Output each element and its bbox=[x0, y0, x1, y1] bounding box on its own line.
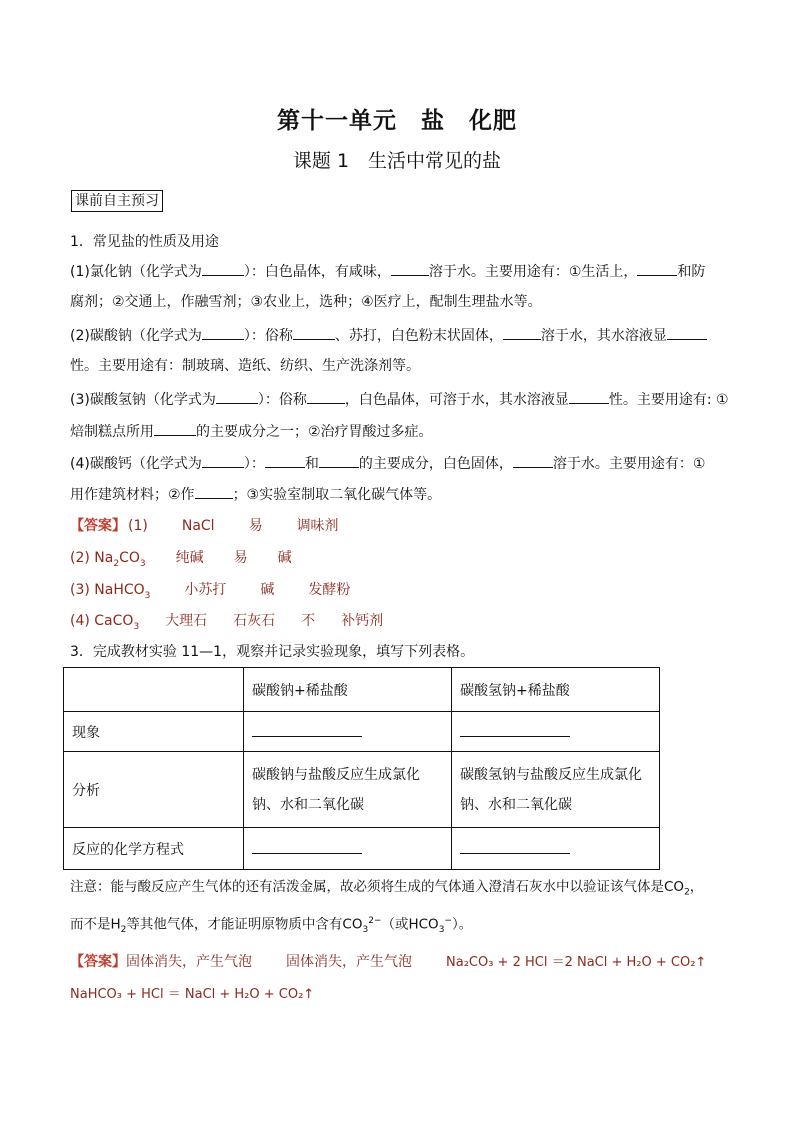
answer-text: 不 bbox=[301, 613, 316, 629]
formula: H bbox=[110, 916, 121, 933]
answer-text: 石灰石 bbox=[233, 613, 276, 629]
superscript: 2− bbox=[368, 916, 382, 926]
table-header: 碳酸氢钠+稀盐酸 bbox=[452, 668, 660, 712]
q1-line4: 性。主要用途有：制玻璃、造纸、纺织、生产洗涤剂等。 bbox=[70, 358, 420, 374]
text: ）。 bbox=[451, 916, 473, 933]
fill-blank[interactable] bbox=[216, 389, 258, 404]
subscript: 3 bbox=[144, 590, 151, 601]
table-cell[interactable] bbox=[452, 712, 660, 752]
q1-line2: 腐剂；②交通上，作融雪剂；③农业上，选种；④医疗上，配制生理盐水等。 bbox=[70, 294, 542, 310]
text: 、苏打，白色粉末状固体， bbox=[334, 328, 503, 344]
q1-heading: 1．常见盐的性质及用途 bbox=[70, 234, 219, 250]
q3-heading: 3．完成教材实验 11—1，观察并记录实验现象，填写下列表格。 bbox=[70, 644, 475, 660]
fill-blank[interactable] bbox=[265, 453, 305, 468]
text: ， bbox=[689, 879, 704, 895]
answer-row-4 bbox=[70, 611, 383, 637]
table-header: 碳酸钠+稀盐酸 bbox=[244, 668, 452, 712]
text: (2)碳酸钠（化学式为 bbox=[70, 328, 202, 344]
subscript: 2 bbox=[684, 887, 690, 898]
fill-blank[interactable] bbox=[569, 389, 609, 404]
answer-tag: 【答案】 bbox=[70, 518, 126, 534]
fill-blank[interactable] bbox=[154, 421, 196, 436]
answer-q3-row-2: NaHCO₃ + HCl ＝ NaCl + H₂O + CO₂↑ bbox=[70, 987, 315, 1002]
answer-text: 补钙剂 bbox=[341, 613, 384, 629]
text: 和 bbox=[304, 456, 319, 472]
fill-blank[interactable] bbox=[391, 261, 429, 276]
subscript: 3 bbox=[438, 925, 445, 936]
answer-row-3 bbox=[70, 580, 350, 606]
answer-text: 纯碱 bbox=[175, 550, 204, 566]
table-row bbox=[64, 668, 660, 712]
fill-blank[interactable] bbox=[252, 722, 362, 737]
subscript: 3 bbox=[133, 621, 140, 632]
fill-blank[interactable] bbox=[252, 839, 362, 854]
formula: CO bbox=[664, 879, 685, 895]
fill-blank[interactable] bbox=[667, 325, 707, 340]
text: 用作建筑材料；②作 bbox=[70, 487, 195, 503]
text: ；③实验室制取二氧化碳气体等。 bbox=[232, 487, 442, 503]
fill-blank[interactable] bbox=[293, 325, 335, 340]
text: (4)碳酸钙（化学式为 bbox=[70, 456, 202, 472]
text: ）：俗称 bbox=[243, 328, 293, 344]
q1-line1 bbox=[70, 261, 705, 282]
answer-text: (1) bbox=[128, 518, 148, 534]
experiment-table bbox=[63, 667, 660, 870]
fill-blank[interactable] bbox=[202, 325, 244, 340]
table-row bbox=[64, 828, 660, 870]
fill-blank[interactable] bbox=[513, 453, 553, 468]
answer-text: 调味剂 bbox=[296, 518, 339, 534]
fill-blank[interactable] bbox=[202, 261, 244, 276]
answer-row-2 bbox=[70, 548, 292, 574]
fill-blank[interactable] bbox=[637, 261, 677, 276]
row-label: 现象 bbox=[64, 712, 244, 752]
fill-blank[interactable] bbox=[503, 325, 541, 340]
subscript: 2 bbox=[120, 925, 127, 936]
text: ）：白色晶体，有咸味， bbox=[243, 264, 391, 280]
text: (3)碳酸氢钠（化学式为 bbox=[70, 392, 216, 408]
unit-title: 第十一单元 盐 化肥 bbox=[277, 108, 517, 134]
text: ）： bbox=[243, 456, 265, 472]
text: 而不是 bbox=[70, 916, 111, 933]
superscript: − bbox=[444, 916, 452, 926]
answer-text: 易 bbox=[248, 518, 263, 534]
table-cell: 碳酸氢钠与盐酸反应生成氯化钠、水和二氧化碳 bbox=[452, 752, 660, 828]
text: 等其他气体，才能证明原物质中含有 bbox=[126, 916, 343, 933]
text: 溶于水。主要用途有：①生活上， bbox=[428, 264, 638, 280]
row-label: 反应的化学方程式 bbox=[64, 828, 244, 870]
answer-text: 固体消失，产生气泡 bbox=[286, 954, 412, 970]
answer-text: NaCl bbox=[181, 518, 215, 534]
answer-text: 易 bbox=[233, 550, 248, 566]
text: ）：俗称 bbox=[257, 392, 307, 408]
answer-text: (2) Na bbox=[70, 550, 114, 566]
table-cell[interactable] bbox=[244, 828, 452, 870]
q1-line6 bbox=[70, 421, 433, 442]
text: ，白色晶体，可溶于水，其水溶液显 bbox=[344, 392, 569, 408]
note-line-2 bbox=[70, 911, 472, 940]
lesson-title: 课题 1 生活中常见的盐 bbox=[292, 150, 502, 172]
formula: CO bbox=[342, 916, 363, 933]
table-cell[interactable] bbox=[452, 828, 660, 870]
answer-text: (4) CaCO bbox=[70, 613, 134, 629]
table-cell: 碳酸钠与盐酸反应生成氯化钠、水和二氧化碳 bbox=[244, 752, 452, 828]
subscript: 2 bbox=[113, 558, 120, 569]
fill-blank[interactable] bbox=[460, 722, 570, 737]
text: 焙制糕点所用 bbox=[70, 424, 154, 440]
answer-row-1 bbox=[70, 516, 339, 536]
note-line-1 bbox=[70, 877, 703, 903]
fill-blank[interactable] bbox=[319, 453, 359, 468]
q1-line7 bbox=[70, 453, 705, 474]
q1-line8 bbox=[70, 484, 441, 505]
answer-text: (3) NaHCO bbox=[70, 582, 145, 598]
text: 的主要成分，白色固体， bbox=[358, 456, 513, 472]
answer-text: CO bbox=[119, 550, 140, 566]
answer-text: 小苏打 bbox=[184, 582, 227, 598]
fill-blank[interactable] bbox=[202, 453, 244, 468]
text: 溶于水，其水溶液显 bbox=[540, 328, 667, 344]
fill-blank[interactable] bbox=[460, 839, 570, 854]
fill-blank[interactable] bbox=[195, 484, 233, 499]
answer-q3-row-1 bbox=[70, 952, 706, 973]
answer-text: 固体消失，产生气泡 bbox=[126, 954, 252, 970]
answer-text: 碱 bbox=[277, 550, 292, 566]
section-label: 课前自主预习 bbox=[71, 190, 163, 212]
subscript: 3 bbox=[139, 558, 146, 569]
text: 性。主要用途有: ① bbox=[608, 392, 729, 408]
text: 和防 bbox=[677, 264, 706, 280]
table-cell[interactable] bbox=[244, 712, 452, 752]
answer-text: 碱 bbox=[260, 582, 275, 598]
answer-equation: Na₂CO₃ + 2 HCl ＝2 NaCl + H₂O + CO₂↑ bbox=[446, 955, 707, 970]
table-row bbox=[64, 752, 660, 828]
fill-blank[interactable] bbox=[307, 389, 345, 404]
text: 注意：能与酸反应产生气体的还有活泼金属，故必须将生成的气体通入澄清石灰水中以验证该气体是 bbox=[70, 879, 664, 895]
table-row bbox=[64, 712, 660, 752]
answer-tag: 【答案】 bbox=[70, 954, 126, 970]
answer-text: 发酵粉 bbox=[308, 582, 351, 598]
text: （或 bbox=[381, 916, 409, 933]
text: 的主要成分之一；②治疗胃酸过多症。 bbox=[196, 424, 433, 440]
table-cell bbox=[64, 668, 244, 712]
q1-line5 bbox=[70, 389, 729, 410]
subscript: 3 bbox=[362, 925, 369, 936]
answer-text: 大理石 bbox=[165, 613, 208, 629]
formula: HCO bbox=[408, 916, 439, 933]
q1-line3 bbox=[70, 325, 707, 346]
row-label: 分析 bbox=[64, 752, 244, 828]
text: (1)氯化钠（化学式为 bbox=[70, 264, 202, 280]
text: 溶于水。主要用途有：① bbox=[552, 456, 706, 472]
